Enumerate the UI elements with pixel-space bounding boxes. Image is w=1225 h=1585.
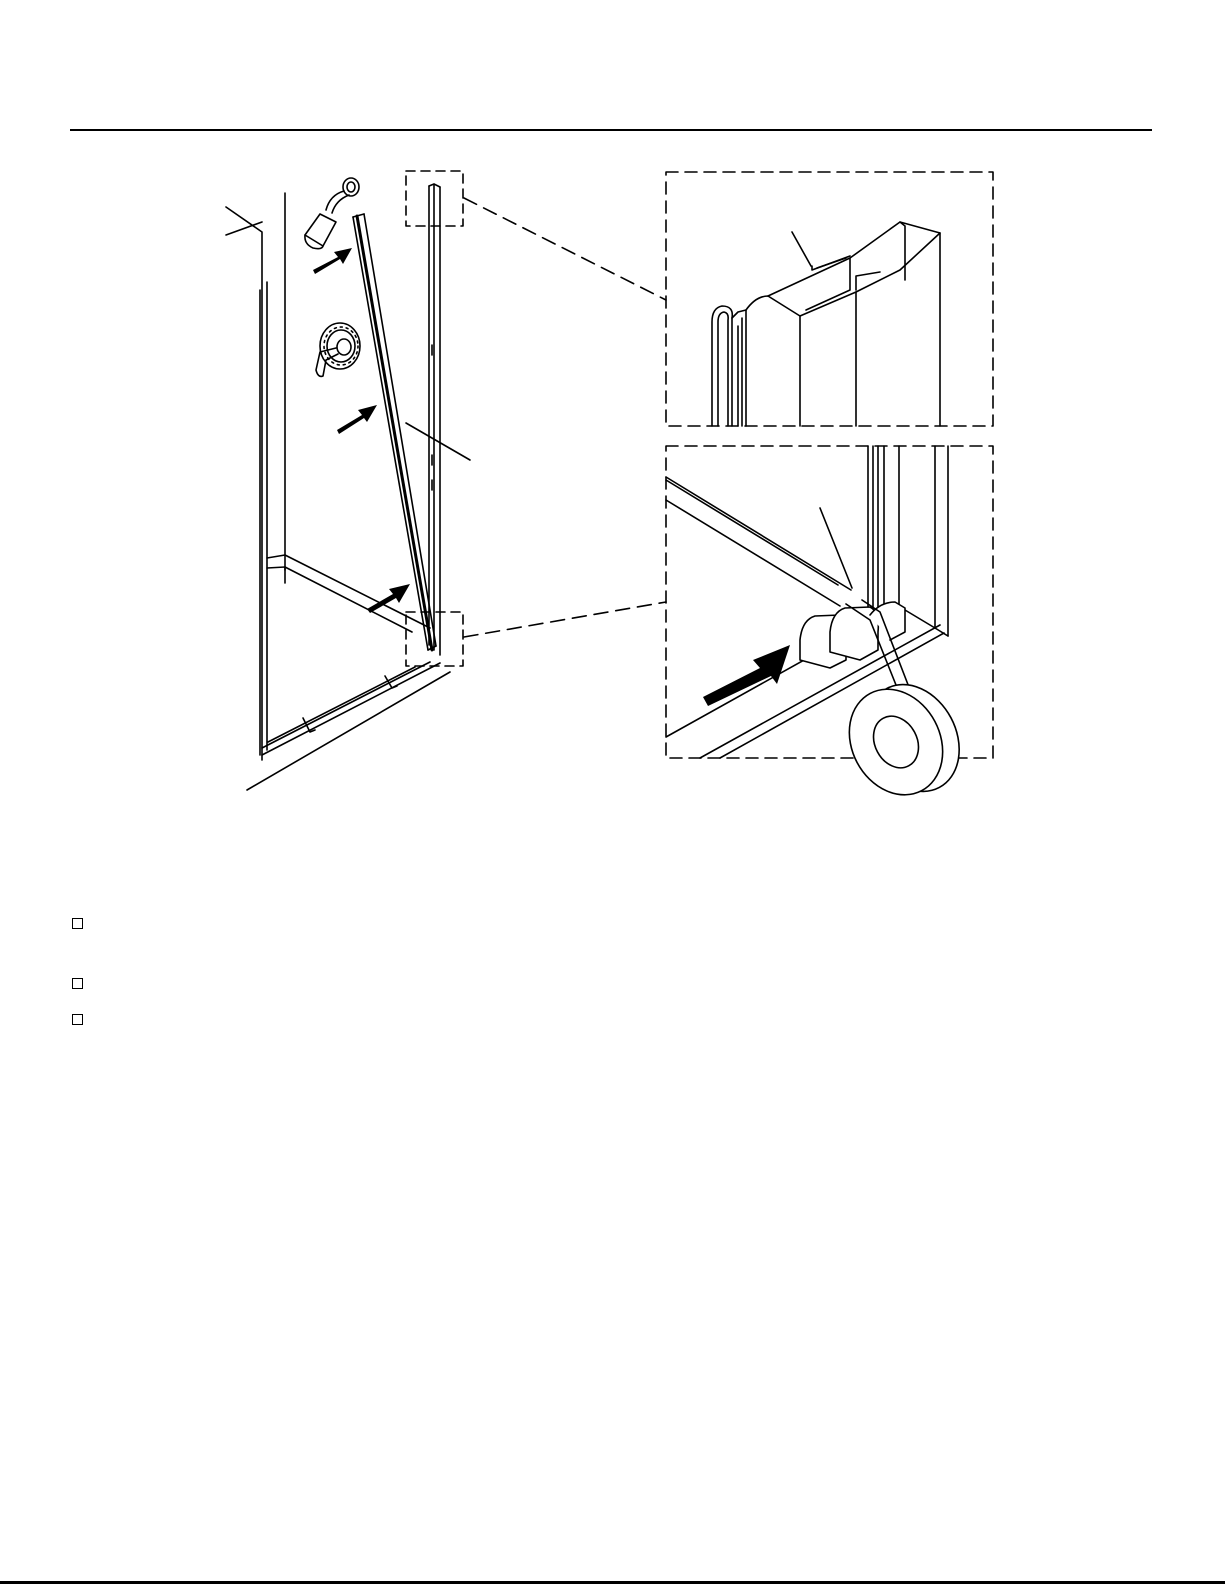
floor-line	[247, 672, 450, 790]
wall-left-edge	[260, 282, 267, 755]
detail-top-leader	[792, 232, 811, 266]
checklist-item-1[interactable]	[72, 918, 97, 929]
checklist-item-2[interactable]	[72, 978, 97, 989]
checkbox[interactable]	[72, 1014, 83, 1025]
checkbox[interactable]	[72, 918, 83, 929]
valve-handle-icon	[316, 323, 360, 376]
connector-top	[464, 198, 666, 300]
arrow-4	[703, 645, 790, 706]
jamb-leader-line	[406, 423, 470, 460]
main-view	[226, 171, 666, 790]
wall-top-edge	[226, 207, 262, 760]
wall-channel	[429, 184, 440, 655]
checkbox[interactable]	[72, 978, 83, 989]
connector-bottom	[464, 602, 666, 637]
jamb-angled	[353, 214, 436, 650]
detail-bottom-leader	[820, 508, 852, 588]
footer-rule	[0, 1581, 1225, 1584]
shower-head-icon	[305, 178, 359, 249]
arrow-2	[337, 405, 377, 434]
threshold-clip-1	[303, 718, 315, 732]
arrow-3	[367, 584, 410, 613]
threshold-front	[262, 662, 440, 755]
detail-top	[666, 172, 993, 426]
checklist-item-3[interactable]	[72, 1014, 97, 1025]
detail-bottom	[666, 446, 993, 811]
arrow-1	[313, 248, 352, 274]
